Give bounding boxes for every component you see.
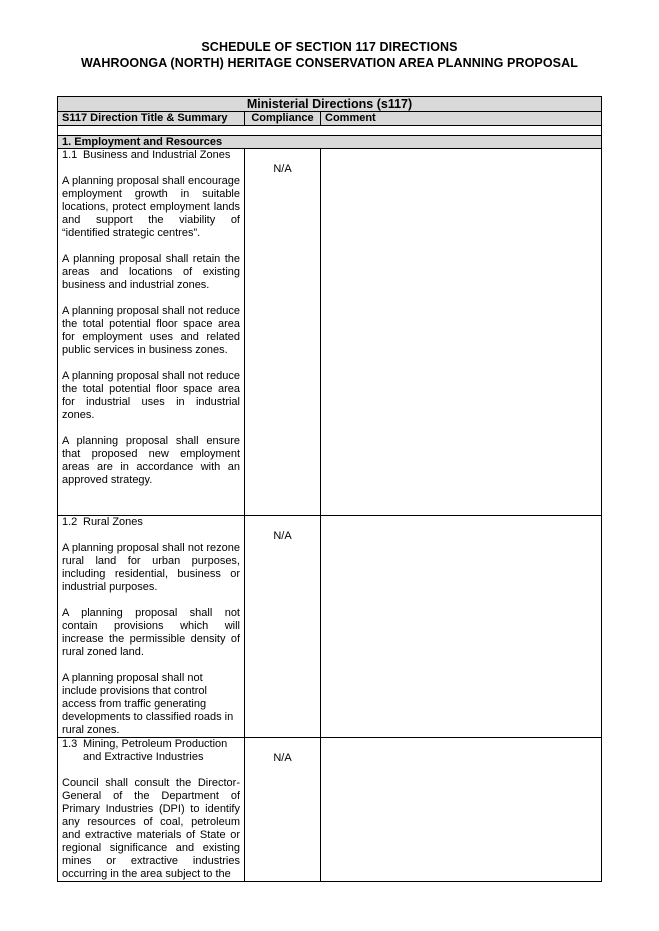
direction-number: 1.3	[62, 738, 78, 750]
comment-cell	[321, 516, 602, 738]
table-row	[58, 516, 602, 738]
direction-title: Business and Industrial Zones	[83, 149, 231, 161]
column-header-compliance: Compliance	[245, 112, 321, 126]
compliance-value: N/A	[273, 530, 292, 542]
column-header-title: S117 Direction Title & Summary	[58, 112, 245, 126]
direction-paragraph: A planning proposal shall not include provisions that control access from traffic generating developments to classified roads in rural zones.	[62, 672, 234, 736]
direction-paragraph: A planning proposal shall not contain provisions which will increase the permissible density of rural zoned land.	[62, 607, 240, 658]
direction-paragraph: A planning proposal shall not rezone rural land for urban purposes, including residential, business or industrial purposes.	[62, 542, 240, 593]
direction-summary	[58, 516, 245, 738]
direction-paragraph: A planning proposal shall not reduce the total potential floor space area for employment uses and related public services in business zones.	[62, 305, 240, 356]
direction-number: 1.2	[62, 516, 78, 528]
compliance-value: N/A	[273, 163, 292, 175]
table-row	[58, 149, 602, 516]
s117-directions-table	[57, 96, 602, 882]
direction-title: Mining, Petroleum Production	[83, 738, 228, 750]
direction-summary	[58, 149, 245, 516]
direction-paragraph: A planning proposal shall retain the areas and locations of existing business and industrial zones.	[62, 253, 240, 291]
direction-paragraph: Council shall consult the Director-General of the Department of Primary Industries (DPI) to identify any resources of coal, petroleum and extractive materials of State or regional significance and existing mines or extractive industries occurring in the area subject to the	[62, 777, 240, 880]
compliance-cell	[245, 738, 321, 882]
direction-paragraph: A planning proposal shall encourage employment growth in suitable locations, protect employment lands and support the viability of “identified strategic centres”.	[62, 175, 240, 239]
direction-number: 1.1	[62, 149, 78, 161]
column-header-comment: Comment	[321, 112, 602, 126]
table-row	[58, 738, 602, 882]
direction-paragraph: A planning proposal shall ensure that proposed new employment areas are in accordance with an approved strategy.	[62, 435, 240, 486]
spacer-row	[58, 126, 602, 136]
document-title: SCHEDULE OF SECTION 117 DIRECTIONS	[201, 40, 458, 54]
direction-title-continued: and Extractive Industries	[83, 751, 204, 763]
table-title: Ministerial Directions (s117)	[58, 97, 602, 112]
compliance-cell	[245, 149, 321, 516]
direction-paragraph: A planning proposal shall not reduce the total potential floor space area for industrial uses in industrial zones.	[62, 370, 240, 421]
direction-summary	[58, 738, 245, 882]
comment-cell	[321, 738, 602, 882]
comment-cell	[321, 149, 602, 516]
compliance-value: N/A	[273, 752, 292, 764]
compliance-cell	[245, 516, 321, 738]
section-heading: 1. Employment and Resources	[58, 136, 602, 149]
direction-title: Rural Zones	[83, 516, 143, 528]
document-subtitle: WAHROONGA (NORTH) HERITAGE CONSERVATION AREA PLANNING PROPOSAL	[81, 56, 578, 70]
